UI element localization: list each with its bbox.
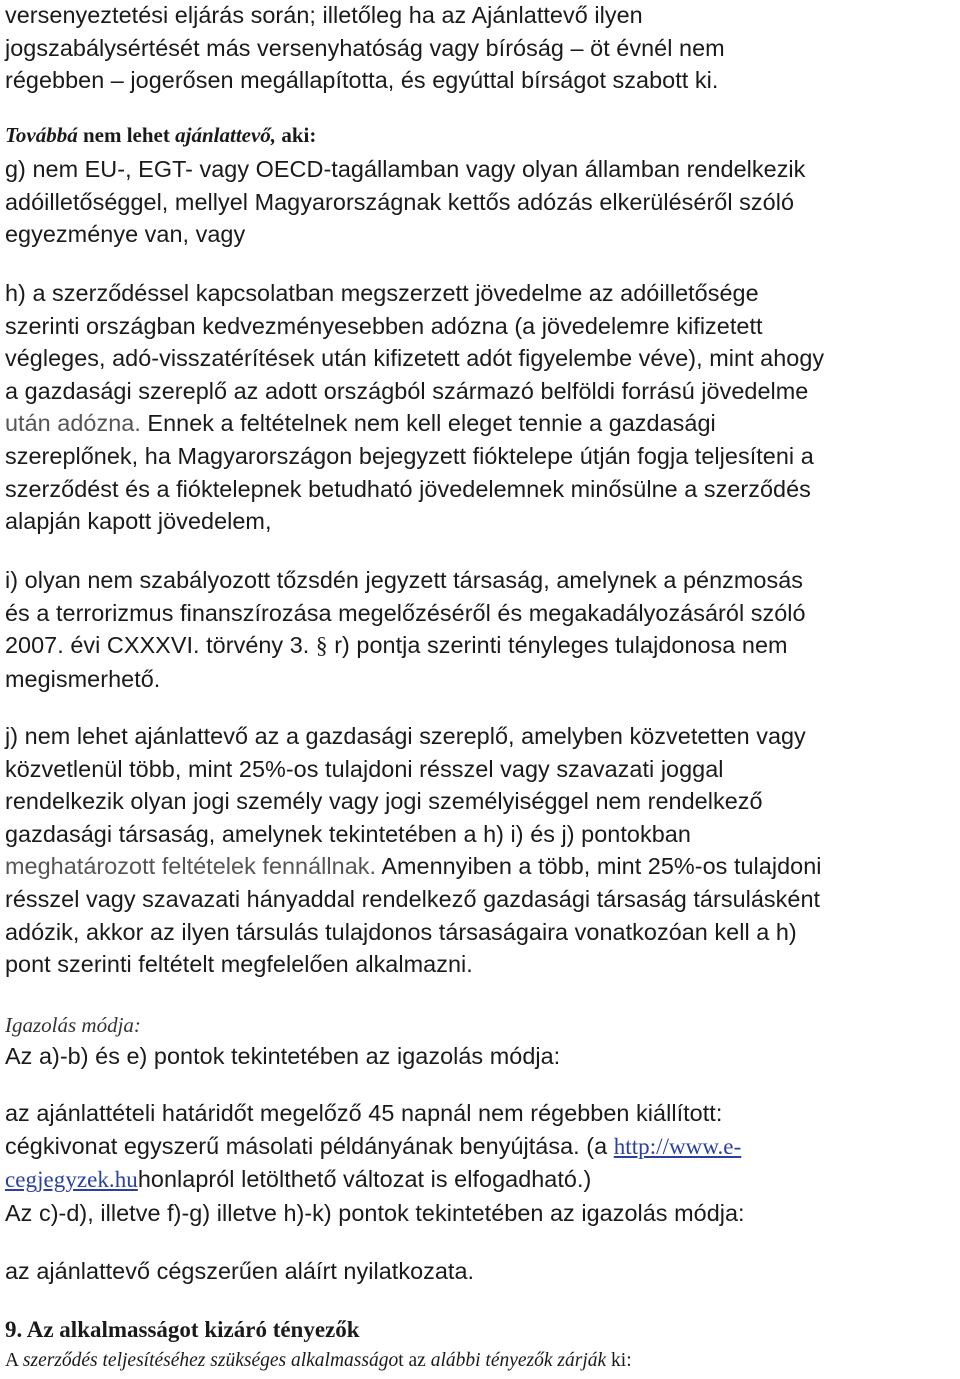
igazolas-ae-line — [5, 1040, 560, 1073]
text-line — [5, 850, 822, 883]
text-fragment: meghatározott feltételek fennállnak. — [5, 853, 377, 880]
text-line — [5, 1163, 745, 1197]
section-sign: § — [315, 633, 328, 660]
text-fragment: honlapról letölthető változat is elfogadható.) — [137, 1166, 592, 1193]
tovabba-word: Továbbá — [5, 123, 78, 147]
text-line: egyezménye van, vagy — [5, 221, 246, 248]
igazolas-label: Igazolás módja: — [5, 1013, 141, 1037]
section-9-heading: 9. Az alkalmasságot kizáró tényezők — [5, 1317, 360, 1342]
text-line: az ajánlattevő cégszerűen aláírt nyilatkozata. — [5, 1258, 475, 1284]
text-fragment: cégkivonat egyszerű másolati példányának benyújtása. (a — [5, 1132, 614, 1159]
text-line — [5, 1130, 745, 1164]
text-fragment: szerződés teljesítéséhez szükséges alkalmasságo — [22, 1350, 399, 1371]
tovabba-line — [5, 121, 316, 149]
text-line — [5, 407, 824, 440]
text-line: adózik, akkor az ilyen társulás tulajdonos társaságaira vonatkozóan kell a h) — [5, 918, 797, 945]
text-line: adóilletőséggel, mellyel Magyarországnak kettős adózás elkerüléséről szóló — [5, 188, 794, 215]
paragraph-i — [5, 564, 806, 695]
intro-paragraph — [5, 0, 725, 97]
text-line: Az c)-d), illetve f)-g) illetve h)-k) pontok tekintetében az igazolás módja: — [5, 1199, 745, 1226]
cegkivonat-paragraph — [5, 1097, 745, 1229]
text-line: szerződést és a fióktelepnek betudható jövedelemnek minősülne a szerződés — [5, 475, 811, 502]
text-line: gazdasági társaság, amelynek tekintetében a h) i) és j) pontokban — [5, 820, 691, 847]
text-line: megismerhető. — [5, 665, 161, 692]
text-line: i) olyan nem szabályozott tőzsdén jegyzett társaság, amelynek a pénzmosás — [5, 567, 804, 593]
text-fragment: Ennek a feltételnek nem kell eleget tennie a gazdasági — [140, 410, 716, 437]
text-line: résszel vagy szavazati hányaddal rendelkező gazdasági társaság társulásként — [5, 885, 821, 912]
text-fragment: után adózna. — [5, 410, 141, 437]
text-line: j) nem lehet ajánlattevő az a gazdasági szereplő, amelyben közvetetten vagy — [5, 723, 806, 749]
text-line: g) nem EU-, EGT- vagy OECD-tagállamban vagy olyan államban rendelkezik — [5, 156, 806, 182]
text-line: jogszabálysértését más versenyhatóság vagy bíróság – öt évnél nem — [5, 34, 725, 61]
text-fragment: alábbi tényezők zárják — [430, 1350, 607, 1371]
text-line: szereplőnek, ha Magyarországon bejegyzett fióktelepe útján fogja teljesíteni a — [5, 442, 814, 469]
e-cegjegyzek-link-continued[interactable]: cegjegyzek.hu — [5, 1167, 138, 1193]
text-line: rendelkezik olyan jogi személy vagy jogi személyiséggel nem rendelkező — [5, 788, 763, 815]
text-fragment: Amennyiben a több, mint 25%-os tulajdoni — [376, 853, 822, 880]
text-line: Az a)-b) és e) pontok tekintetében az igazolás módja: — [5, 1043, 561, 1069]
text-line: végleges, adó-visszatérítések után kifizetett adót figyelembe véve), mint ahogy — [5, 345, 825, 372]
text-line — [5, 629, 806, 663]
text-line: pont szerinti feltételt megfelelően alkalmazni. — [5, 951, 473, 978]
text-fragment: 2007. évi CXXXVI. törvény 3. — [5, 632, 316, 659]
text-fragment: A — [5, 1350, 23, 1371]
text-line: a gazdasági szereplő az adott országból származó belföldi forrású jövedelme — [5, 377, 809, 404]
paragraph-h — [5, 277, 824, 538]
section-9-intro-line — [5, 1348, 632, 1374]
text-line: közvetlenül több, mint 25%-os tulajdoni résszel vagy szavazati joggal — [5, 755, 724, 782]
nyilatkozat-line — [5, 1255, 474, 1288]
text-line: régebben – jogerősen megállapította, és egyúttal bírságot szabott ki. — [5, 67, 719, 94]
text-line: az ajánlattételi határidőt megelőző 45 napnál nem régebben kiállított: — [5, 1100, 723, 1126]
paragraph-g — [5, 153, 805, 251]
paragraph-j — [5, 720, 822, 981]
text-fragment: r) pontja szerinti tényleges tulajdonosa nem — [327, 632, 788, 659]
text-fragment: t az — [398, 1350, 431, 1371]
text-line: szerinti országban kedvezményesebben adózna (a jövedelemre kifizetett — [5, 312, 763, 339]
text-line: alapján kapott jövedelem, — [5, 508, 272, 535]
text-line: h) a szerződéssel kapcsolatban megszerzett jövedelme az adóilletősége — [5, 280, 759, 306]
e-cegjegyzek-link[interactable]: http://www.e- — [613, 1133, 742, 1159]
tovabba-text: nem lehet — [77, 123, 176, 147]
ajanlattevo-word: ajánlattevő, — [175, 123, 277, 147]
text-line: és a terrorizmus finanszírozása megelőzéséről és megakadályozásáról szóló — [5, 599, 806, 626]
aki-text: aki: — [276, 123, 317, 147]
text-fragment: ki: — [606, 1350, 632, 1371]
text-line: versenyeztetési eljárás során; illetőleg ha az Ajánlattevő ilyen — [5, 2, 643, 28]
